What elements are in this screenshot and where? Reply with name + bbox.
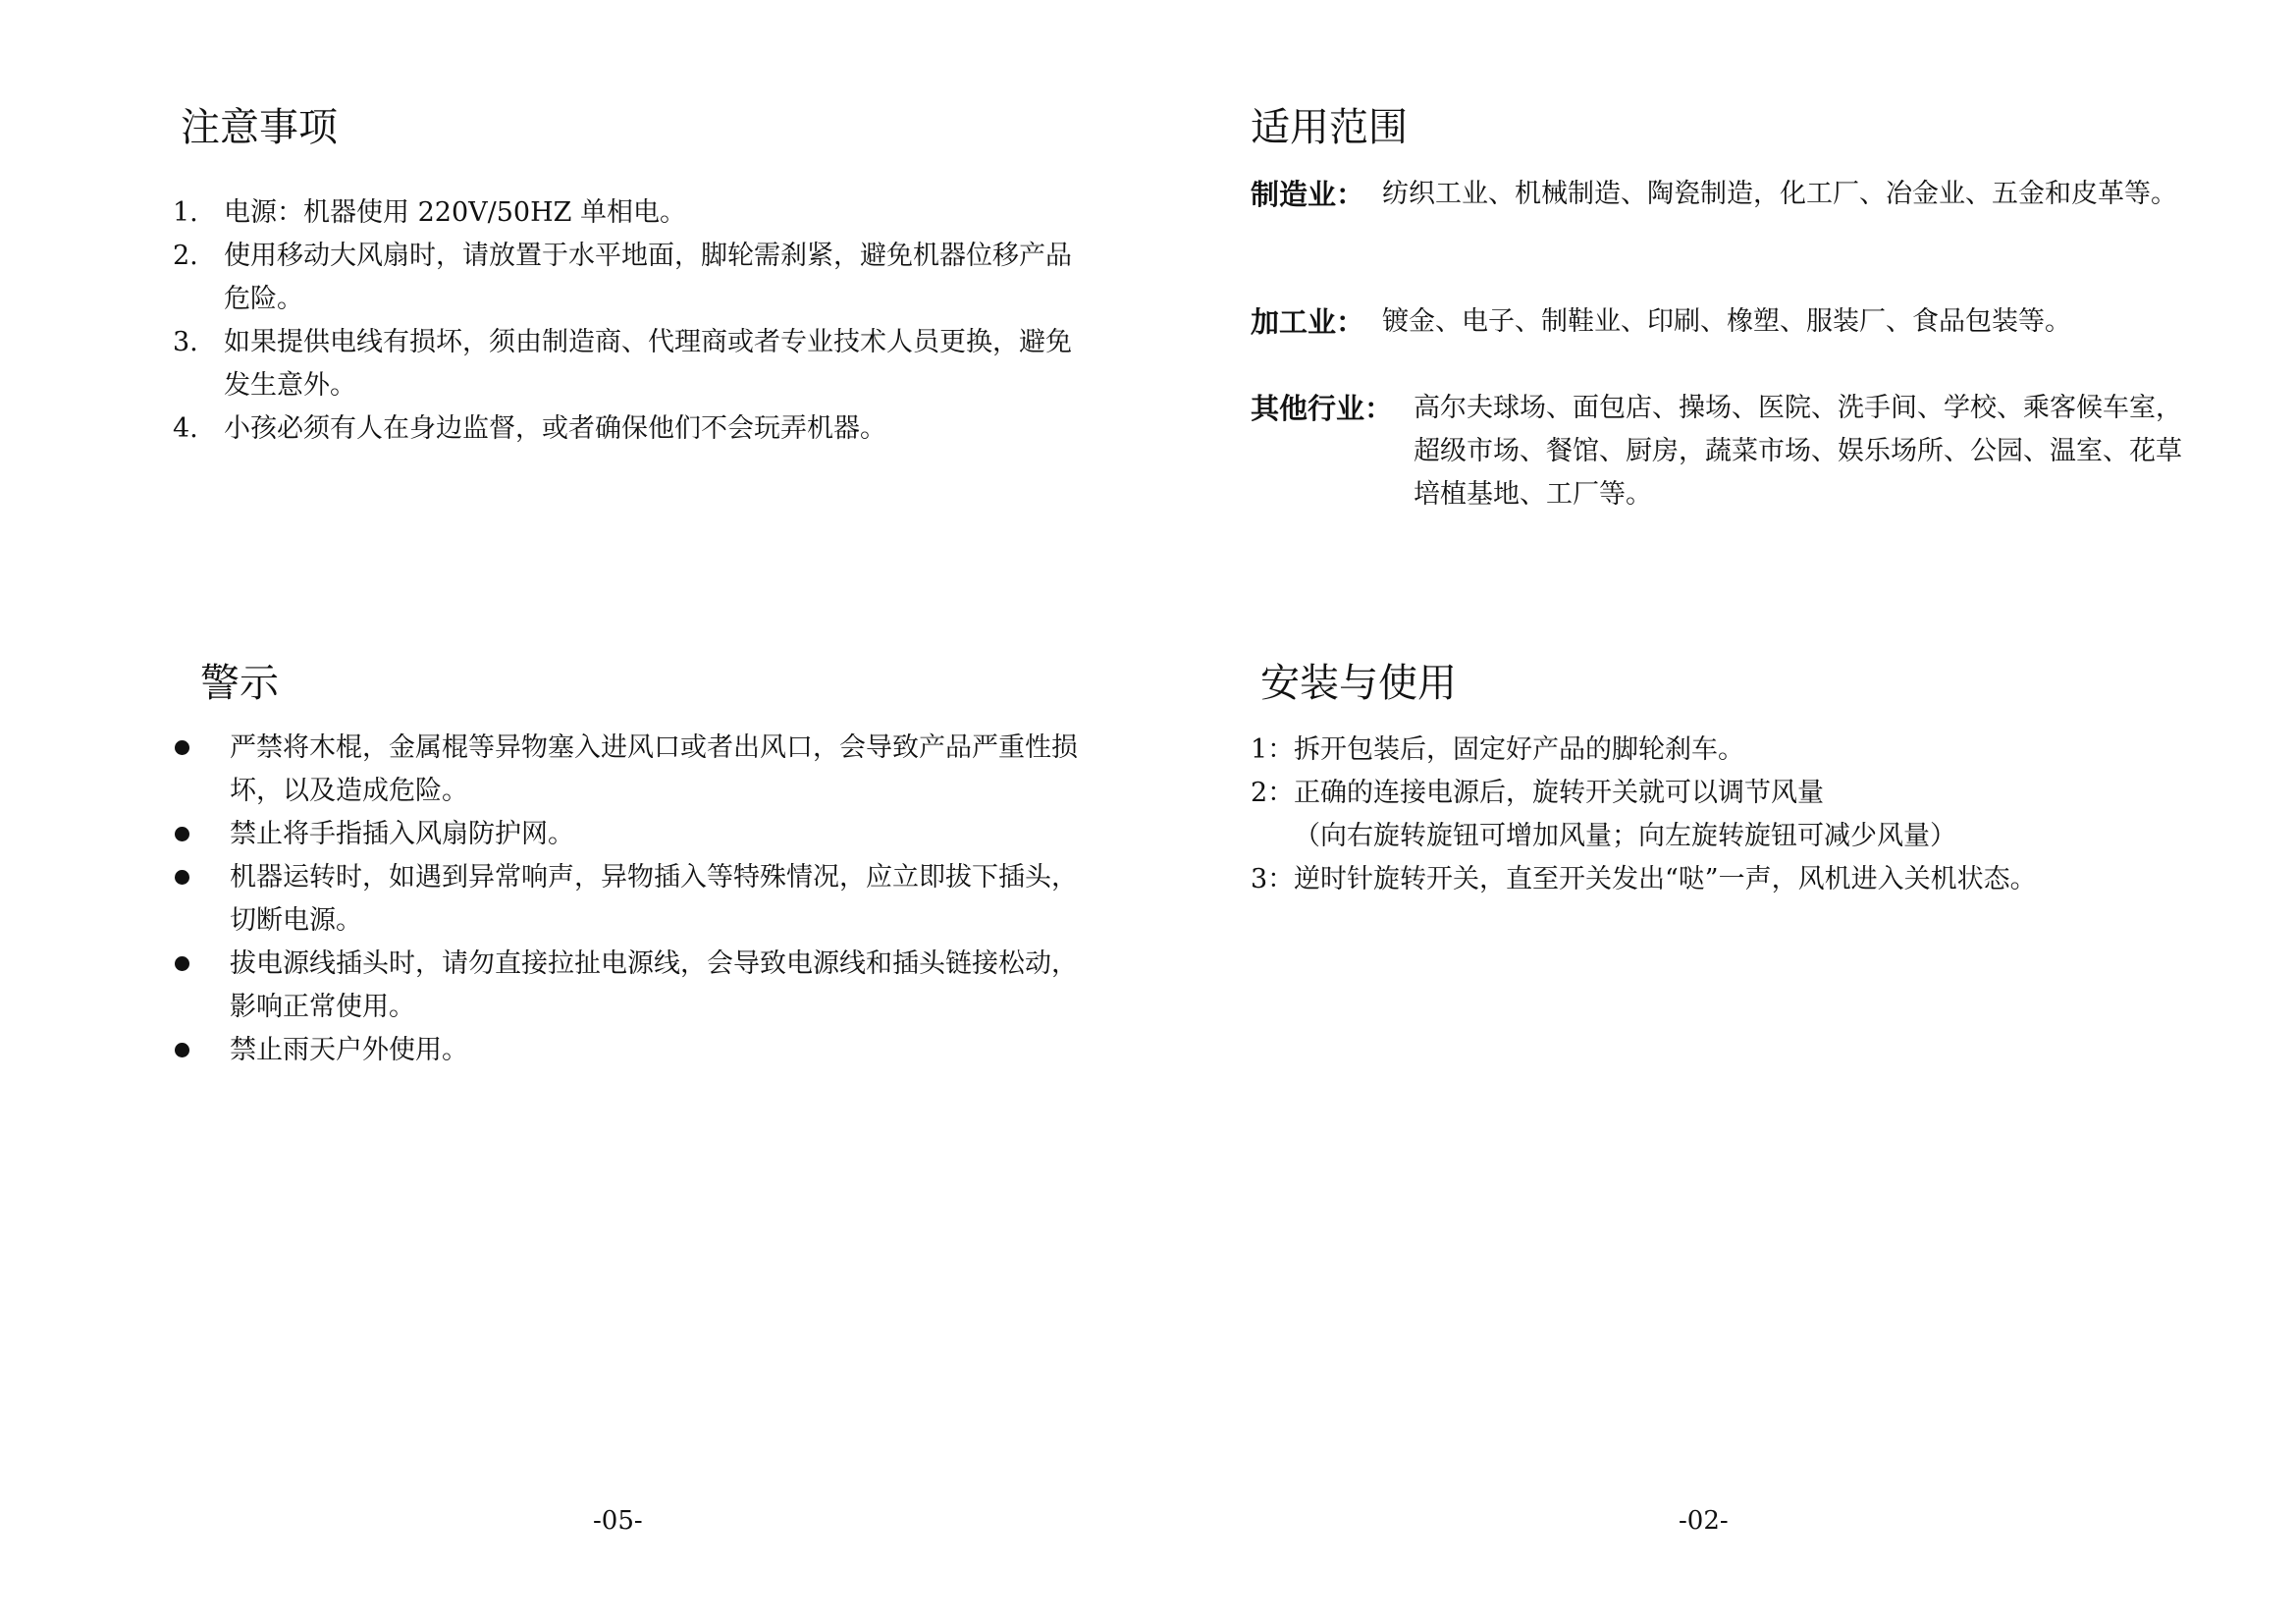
warning-item bbox=[175, 727, 1097, 813]
installation-item-3 bbox=[1251, 858, 2193, 901]
bullet-icon bbox=[175, 740, 189, 755]
installation-note: （向右旋转旋钮可增加风量；向左旋转旋钮可减少风量） bbox=[1294, 821, 1956, 851]
warnings-title: 警示 bbox=[200, 661, 279, 706]
precautions-title: 注意事项 bbox=[181, 105, 338, 150]
precaution-text: 如果提供电线有损坏，须由制造商、代理商或者专业技术人员更换，避免发生意外。 bbox=[224, 327, 1072, 401]
scope-row-processing bbox=[1251, 300, 2193, 344]
precaution-item-4 bbox=[173, 407, 1103, 451]
precaution-number: 3. bbox=[173, 327, 198, 357]
warnings-list bbox=[175, 727, 1097, 1072]
installation-number: 1： bbox=[1251, 734, 1295, 765]
warnings-section bbox=[200, 661, 1103, 706]
warning-text: 机器运转时，如遇到异常响声，异物插入等特殊情况，应立即拔下插头，切断电源。 bbox=[230, 862, 1078, 936]
bullet-icon bbox=[175, 1043, 189, 1057]
warning-item bbox=[175, 813, 1097, 856]
precaution-number: 1. bbox=[173, 197, 198, 228]
precaution-text: 使用移动大风扇时，请放置于水平地面，脚轮需刹紧，避免机器位移产品危险。 bbox=[224, 241, 1072, 314]
precaution-item-3 bbox=[173, 321, 1078, 407]
scope-label: 制造业： bbox=[1251, 178, 1365, 211]
installation-title: 安装与使用 bbox=[1260, 661, 1457, 706]
installation-number: 2： bbox=[1251, 778, 1295, 808]
bullet-icon bbox=[175, 870, 189, 885]
precaution-item-1 bbox=[173, 191, 1103, 235]
bullet-icon bbox=[175, 956, 189, 971]
precaution-text: 小孩必须有人在身边监督，或者确保他们不会玩弄机器。 bbox=[224, 413, 886, 444]
installation-number: 3： bbox=[1251, 864, 1295, 894]
precautions-section bbox=[173, 105, 1103, 451]
installation-text: 拆开包装后，固定好产品的脚轮刹车。 bbox=[1294, 734, 1744, 765]
precaution-number: 2. bbox=[173, 241, 198, 271]
warning-text: 禁止将手指插入风扇防护网。 bbox=[230, 819, 574, 849]
scope-row-manufacturing bbox=[1251, 173, 2193, 216]
scope-text: 镀金、电子、制鞋业、印刷、橡塑、服装厂、食品包装等。 bbox=[1382, 306, 2071, 337]
scope-title: 适用范围 bbox=[1251, 105, 1408, 150]
installation-text: 正确的连接电源后，旋转开关就可以调节风量 bbox=[1294, 778, 1824, 808]
installation-item-2 bbox=[1251, 772, 2193, 858]
installation-text: 逆时针旋转开关，直至开关发出“哒”一声，风机进入关机状态。 bbox=[1294, 864, 2037, 894]
scope-row-other bbox=[1251, 387, 2193, 516]
bullet-icon bbox=[175, 827, 189, 841]
installation-section bbox=[1260, 661, 2183, 706]
scope-label: 加工业： bbox=[1251, 305, 1365, 339]
precaution-item-2 bbox=[173, 235, 1078, 321]
scope-section bbox=[1251, 105, 2193, 150]
installation-item-1 bbox=[1251, 729, 2193, 772]
warning-text: 拔电源线插头时，请勿直接拉扯电源线，会导致电源线和插头链接松动，影响正常使用。 bbox=[230, 948, 1078, 1022]
scope-text: 纺织工业、机械制造、陶瓷制造，化工厂、冶金业、五金和皮革等。 bbox=[1382, 179, 2177, 209]
page-number-left: -05- bbox=[593, 1506, 643, 1536]
installation-list bbox=[1251, 729, 2193, 901]
warning-item bbox=[175, 943, 1097, 1029]
precaution-text: 电源：机器使用 220V/50HZ 单相电。 bbox=[224, 197, 686, 228]
scope-text: 高尔夫球场、面包店、操场、医院、洗手间、学校、乘客候车室，超级市场、餐馆、厨房，蔬菜市场、娱乐场所、公园、温室、花草培植基地、工厂等。 bbox=[1414, 393, 2182, 510]
warning-item bbox=[175, 1029, 1097, 1072]
warning-item bbox=[175, 856, 1097, 943]
warning-text: 禁止雨天户外使用。 bbox=[230, 1035, 468, 1065]
precaution-number: 4. bbox=[173, 413, 198, 444]
scope-label: 其他行业： bbox=[1251, 392, 1394, 425]
page-number-right: -02- bbox=[1679, 1506, 1729, 1536]
warning-text: 严禁将木棍，金属棍等异物塞入进风口或者出风口，会导致产品严重性损坏，以及造成危险。 bbox=[230, 732, 1078, 806]
